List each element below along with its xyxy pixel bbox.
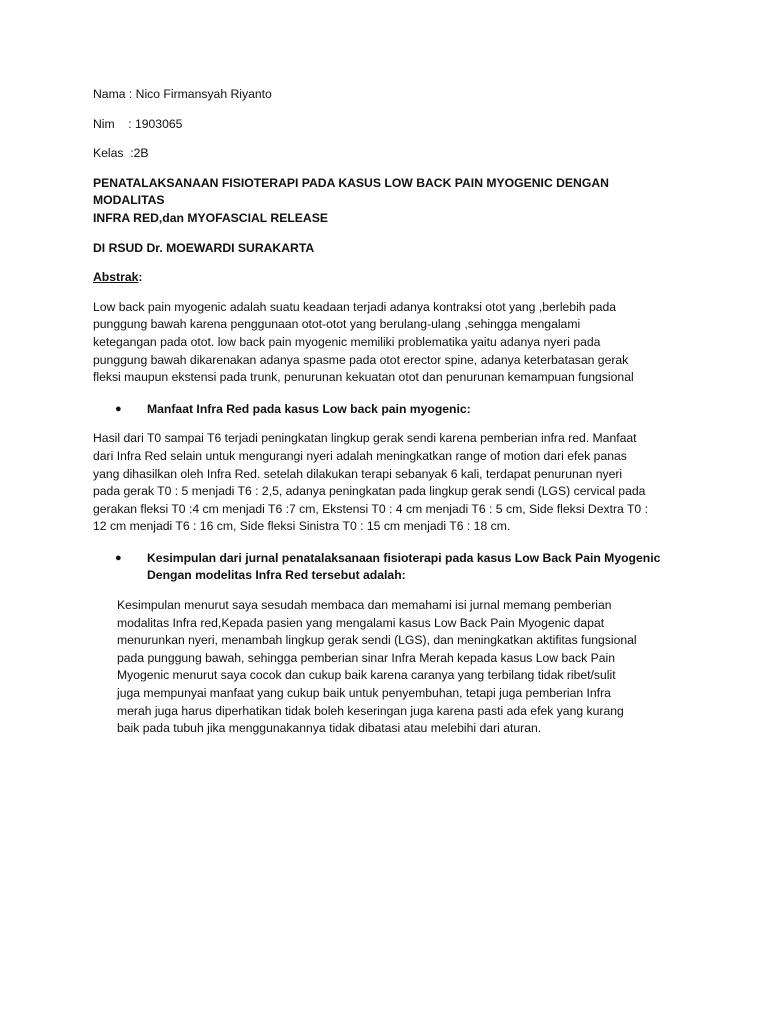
student-class: Kelas :2B bbox=[93, 146, 149, 161]
student-name: Nama : Nico Firmansyah Riyanto bbox=[93, 87, 272, 101]
abstract-line: punggung bawah dikarenakan adanya spasme pada otot erector spine, adanya keterbatasan gerak bbox=[93, 352, 629, 367]
manfaat-line: pada gerak T0 : 5 menjadi T6 : 2,5, adanya peningkatan pada lingkup gerak sendi (LGS) cervical pada bbox=[93, 484, 646, 499]
kesimpulan-body bbox=[117, 597, 683, 738]
kesimpulan-line: pada punggung bawah, sehingga pemberian sinar Infra Merah kepada kasus Low back Pain bbox=[117, 650, 615, 665]
kesimpulan-line: Kesimpulan menurut saya sesudah membaca dan memahami isi jurnal memang pemberian bbox=[117, 598, 612, 613]
bullet-dot-icon: ● bbox=[115, 402, 122, 415]
manfaat-line: dari Infra Red selain untuk mengurangi nyeri adalah meningkatkan range of motion dari efek panas bbox=[93, 448, 627, 463]
kesimpulan-line: Myogenic menurut saya cocok dan cukup baik karena caranya yang terbilang tidak ribet/sulit bbox=[117, 668, 616, 683]
student-nim: Nim : 1903065 bbox=[93, 116, 183, 131]
abstract-label: Abstrak bbox=[93, 270, 139, 285]
manfaat-body bbox=[93, 430, 683, 536]
bullet-kesimpulan bbox=[93, 550, 683, 585]
abstract-heading bbox=[93, 269, 683, 287]
abstract-colon: : bbox=[138, 270, 143, 285]
bullet-manfaat-heading: Manfaat Infra Red pada kasus Low back pain myogenic: bbox=[147, 401, 471, 416]
abstract-line: ketegangan pada otot. low back pain myogenic memiliki problematika yaitu adanya nyeri pada bbox=[93, 334, 601, 349]
document-location: DI RSUD Dr. MOEWARDI SURAKARTA bbox=[93, 240, 315, 255]
abstract-line: Low back pain myogenic adalah suatu keadaan terjadi adanya kontraksi otot yang ,berlebih pada bbox=[93, 299, 617, 314]
kesimpulan-line: baik pada tubuh jika menggunakannya tidak dibatasi atau melebihi dari aturan. bbox=[117, 721, 542, 736]
bullet-kesimpulan-heading-2: Dengan modelitas Infra Red tersebut adalah: bbox=[147, 568, 406, 583]
bullet-manfaat bbox=[93, 401, 683, 419]
abstract-line: fleksi maupun ekstensi pada trunk, penurunan kekuatan otot dan penurunan kemampuan fungsional bbox=[93, 370, 634, 385]
abstract-line: punggung bawah karena penggunaan otot-otot yang berulang-ulang ,sehingga mengalami bbox=[93, 317, 581, 332]
manfaat-line: Hasil dari T0 sampai T6 terjadi peningkatan lingkup gerak sendi karena pemberian infra red. Manfaat bbox=[93, 431, 637, 446]
document-title bbox=[93, 175, 683, 228]
kesimpulan-line: juga mempunyai manfaat yang cukup baik untuk penyembuhan, tetapi juga pemberian Infra bbox=[117, 686, 611, 701]
manfaat-line: gerakan fleksi T0 :4 cm menjadi T6 :7 cm, Ekstensi T0 : 4 cm menjadi T6 : 5 cm, Side fleksi Dextra T0 : bbox=[93, 501, 648, 516]
abstract-body bbox=[93, 299, 683, 387]
bullet-kesimpulan-heading-1: Kesimpulan dari jurnal penatalaksanaan fisioterapi pada kasus Low Back Pain Myogenic bbox=[147, 550, 661, 565]
manfaat-line: 12 cm menjadi T6 : 16 cm, Side fleksi Sinistra T0 : 15 cm menjadi T6 : 18 cm. bbox=[93, 519, 511, 534]
kesimpulan-line: modalitas Infra red,Kepada pasien yang mengalami kasus Low Back Pain Myogenic dapat bbox=[117, 615, 605, 630]
document-page bbox=[93, 86, 683, 738]
title-line-2: INFRA RED,dan MYOFASCIAL RELEASE bbox=[93, 210, 328, 225]
title-line-1: PENATALAKSANAAN FISIOTERAPI PADA KASUS LOW BACK PAIN MYOGENIC DENGAN MODALITAS bbox=[93, 175, 609, 208]
manfaat-line: yang dihasilkan oleh Infra Red. setelah dilakukan terapi sebanyak 6 kali, terdapat penurunan nyeri bbox=[93, 466, 623, 481]
kesimpulan-line: menurunkan nyeri, menambah lingkup gerak sendi (LGS), dan meningkatkan aktifitas fungsional bbox=[117, 633, 637, 648]
bullet-dot-icon: ● bbox=[115, 551, 122, 564]
kesimpulan-line: merah juga harus diperhatikan tidak boleh keseringan juga karena pasti ada efek yang kurang bbox=[117, 703, 624, 718]
